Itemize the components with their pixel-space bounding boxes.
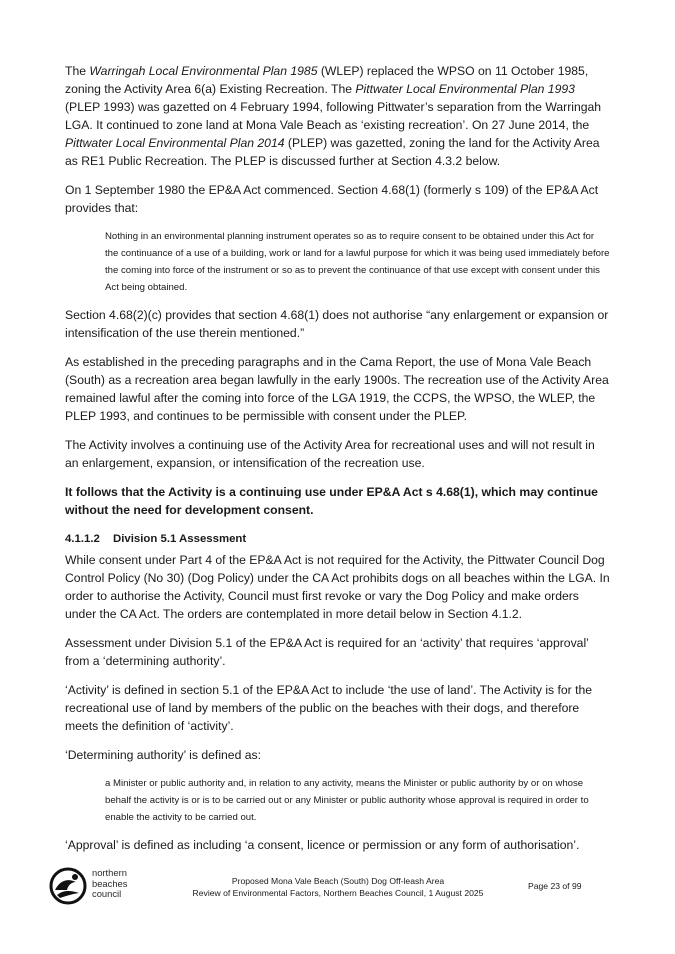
italic-plan-title: Warringah Local Environmental Plan 1985 (89, 64, 318, 78)
paragraph-activity-definition: ‘Activity’ is defined in section 5.1 of the EP&A Act to include ‘the use of land’. The Activity is for the recreational use of land by members of the public on the beaches with their dogs, and therefore meets the definition of ‘activity’. (65, 683, 593, 733)
blockquote-determining-authority (105, 775, 610, 826)
quote-text: Nothing in an environmental planning instrument operates so as to require consent to be obtained under this Act for the continuance of a use of a building, work or land for a lawful purpose for which it was being used immediately before the coming into force of the instrument or so as to prevent the continuance of that use except with consent under this Act being obtained. (105, 231, 610, 293)
paragraph-lawful-use: As established in the preceding paragraphs and in the Cama Report, the use of Mona Vale Beach (South) as a recreation area began lawfully in the early 1900s. The recreation use of the Activity Area remained lawful after the coming into force of the LGA 1919, the CCPS, the WPSO, the WLEP, the PLEP 1993, and continues to be permissible with consent under the PLEP. (65, 355, 609, 423)
paragraph-determining-authority: ‘Determining authority’ is defined as: (65, 748, 261, 762)
text-run: (WLEP) replaced the WPSO on 11 October 1985, zoning the Activity Area 6(a) Existing Recreation. The (65, 64, 589, 96)
quote-text: a Minister or public authority and, in relation to any activity, means the Minister or public authority by or on whose behalf the activity is or is to be carried out or any Minister or public authority whose approval is required in order to enable the activity to be carried out. (105, 778, 589, 823)
paragraph-epa-act: On 1 September 1980 the EP&A Act commenced. Section 4.68(1) (formerly s 109) of the EP&A Act provides that: (65, 183, 599, 215)
text-run: The (65, 64, 90, 78)
footer-document-title: Proposed Mona Vale Beach (South) Dog Off-leash Area Review of Environmental Factors, Northern Beaches Council, 1 August 2025 (192, 876, 484, 898)
paragraph-approval-definition: ‘Approval’ is defined as including ‘a consent, licence or permission or any form of authorisation’. (65, 838, 580, 852)
wave-logo-icon (48, 866, 88, 906)
text-run: (PLEP 1993) was gazetted on 4 February 1994, following Pittwater’s separation from the Warringah LGA. It continued to zone land at Mona Vale Beach as ‘existing recreation’. On 27 June 2014, the (65, 100, 602, 132)
page-footer (48, 866, 613, 906)
paragraph-division-assessment: Assessment under Division 5.1 of the EP&A Act is required for an ‘activity’ that requires ‘approval’ from a ‘determining authority’. (65, 636, 589, 668)
text-run: (PLEP) was gazetted, zoning the land for the Activity Area as RE1 Public Recreation. The PLEP is discussed further at Section 4.3.2 below. (65, 136, 600, 168)
logo-wordmark: northern beaches council (92, 867, 128, 899)
section-title: Division 5.1 Assessment (113, 533, 247, 545)
section-number: 4.1.1.2 (65, 533, 100, 545)
paragraph-dog-policy: While consent under Part 4 of the EP&A Act is not required for the Activity, the Pittwater Council Dog Control Policy (No 30) (Dog Policy) under the CA Act prohibits dogs on all beaches within the LGA. In order to authorise the Activity, Council must first revoke or vary the Dog Policy and make orders under the CA Act. The orders are contemplated in more detail below in Section 4.1.2. (65, 553, 610, 621)
italic-plan-title: Pittwater Local Environmental Plan 1993 (355, 82, 575, 96)
italic-plan-title: Pittwater Local Environmental Plan 2014 (65, 136, 285, 150)
paragraph-wlep-history (65, 62, 610, 170)
blockquote-section-4-68 (105, 228, 610, 296)
page-number: Page 23 of 99 (528, 881, 582, 891)
paragraph-conclusion: It follows that the Activity is a continuing use under EP&A Act s 4.68(1), which may continue without the need for development consent. (65, 485, 598, 517)
section-heading (65, 531, 610, 547)
document-body (65, 62, 610, 865)
paragraph-section-4-68-2: Section 4.68(2)(c) provides that section 4.68(1) does not authorise “any enlargement or expansion or intensification of the use therein mentioned.” (65, 308, 609, 340)
northern-beaches-logo (48, 866, 148, 906)
paragraph-continuing-use: The Activity involves a continuing use of the Activity Area for recreational uses and will not result in an enlargement, expansion, or intensification of the recreation use. (65, 438, 595, 470)
